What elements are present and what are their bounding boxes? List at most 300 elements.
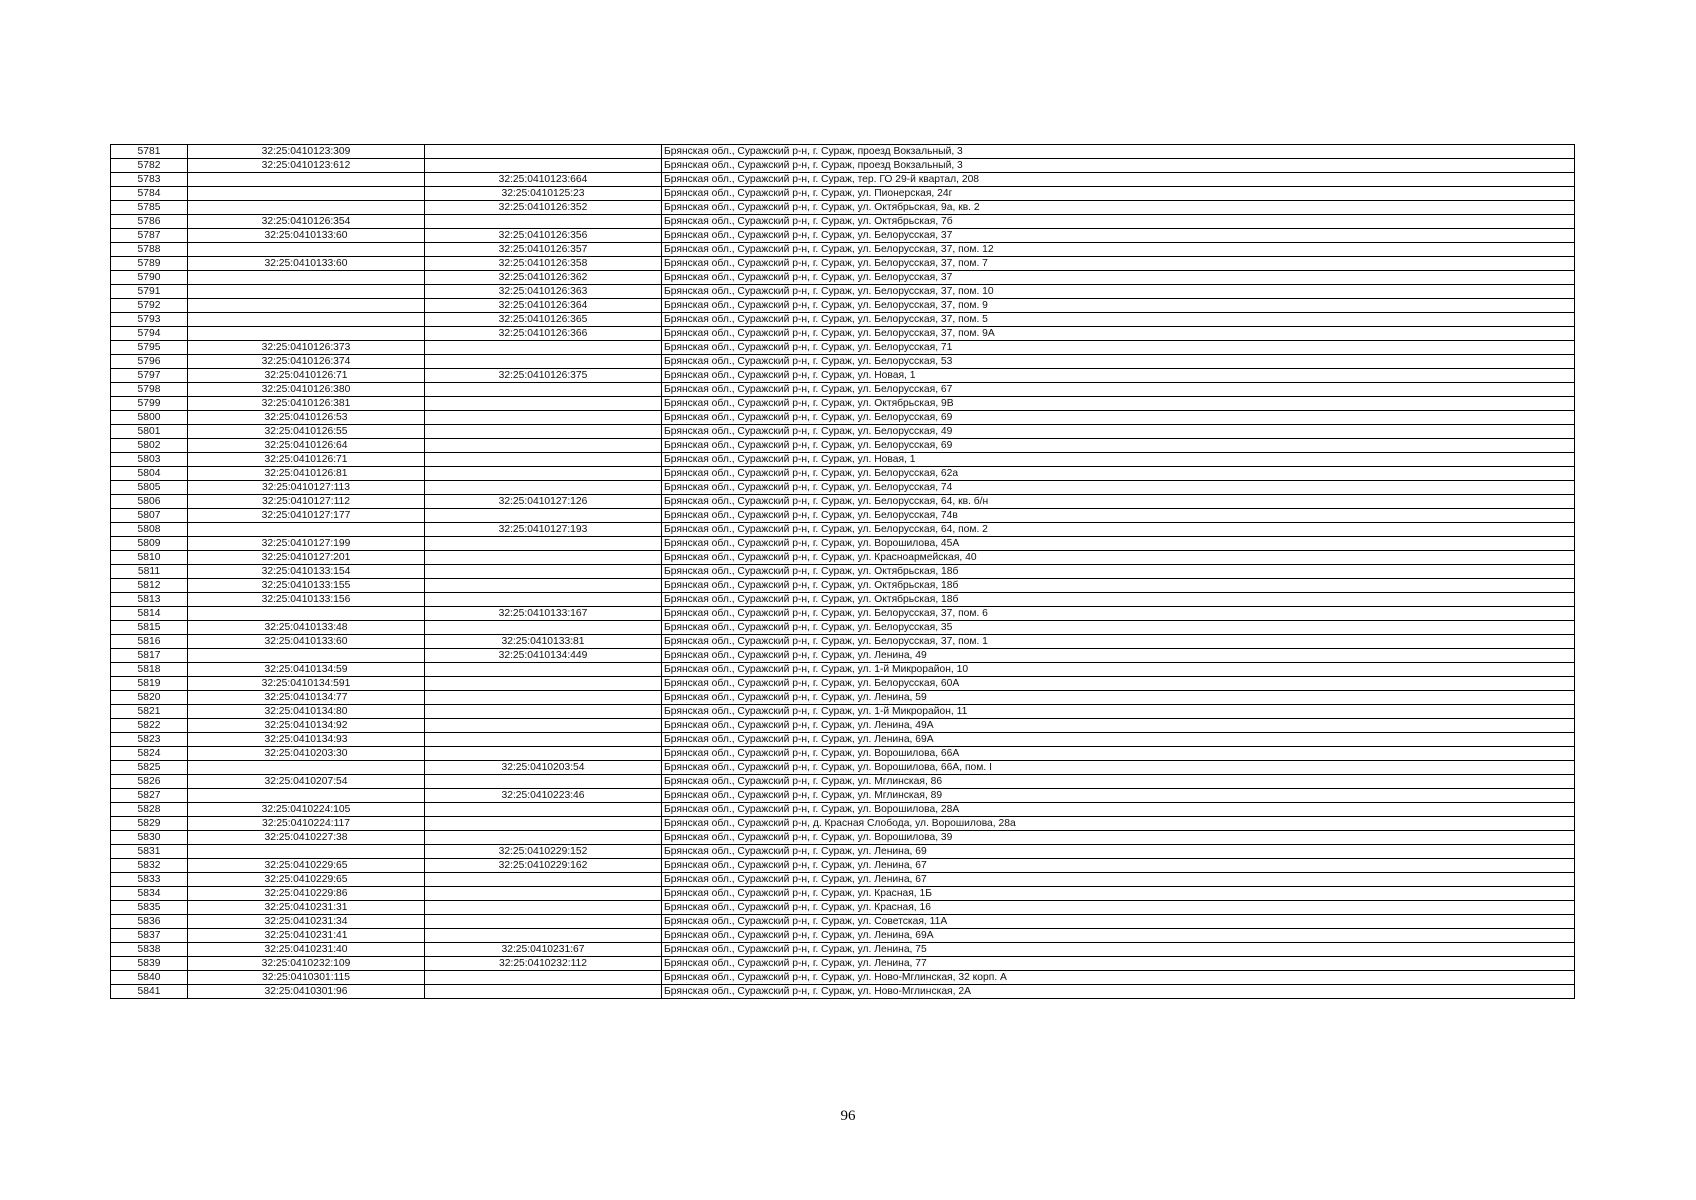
address-cell: Брянская обл., Суражский р-н, г. Сураж, ул. Белорусская, 35	[662, 621, 1575, 635]
address-cell: Брянская обл., Суражский р-н, г. Сураж, ул. Белорусская, 37, пом. 9	[662, 299, 1575, 313]
row-number-cell: 5834	[111, 887, 188, 901]
related-cadastral-number-cell	[425, 355, 662, 369]
related-cadastral-number-cell	[425, 397, 662, 411]
row-number-cell: 5787	[111, 229, 188, 243]
related-cadastral-number-cell: 32:25:0410203:54	[425, 761, 662, 775]
address-cell: Брянская обл., Суражский р-н, г. Сураж, ул. Октябрьская, 18б	[662, 579, 1575, 593]
row-number-cell: 5832	[111, 859, 188, 873]
row-number-cell: 5818	[111, 663, 188, 677]
cadastral-number-cell: 32:25:0410301:96	[188, 985, 425, 999]
related-cadastral-number-cell	[425, 775, 662, 789]
table-row	[111, 579, 1575, 593]
cadastral-number-cell: 32:25:0410133:60	[188, 257, 425, 271]
row-number-cell: 5806	[111, 495, 188, 509]
address-cell: Брянская обл., Суражский р-н, г. Сураж, ул. Октябрьская, 18б	[662, 565, 1575, 579]
cadastral-number-cell: 32:25:0410133:155	[188, 579, 425, 593]
address-cell: Брянская обл., Суражский р-н, г. Сураж, тер. ГО 29-й квартал, 208	[662, 173, 1575, 187]
address-cell: Брянская обл., Суражский р-н, г. Сураж, ул. Белорусская, 37	[662, 271, 1575, 285]
table-row	[111, 621, 1575, 635]
address-cell: Брянская обл., Суражский р-н, г. Сураж, ул. Ленина, 69	[662, 845, 1575, 859]
row-number-cell: 5797	[111, 369, 188, 383]
related-cadastral-number-cell	[425, 537, 662, 551]
cadastral-number-cell: 32:25:0410134:93	[188, 733, 425, 747]
related-cadastral-number-cell	[425, 971, 662, 985]
table-row	[111, 257, 1575, 271]
table-row	[111, 887, 1575, 901]
related-cadastral-number-cell: 32:25:0410126:362	[425, 271, 662, 285]
related-cadastral-number-cell	[425, 509, 662, 523]
related-cadastral-number-cell	[425, 719, 662, 733]
address-cell: Брянская обл., Суражский р-н, г. Сураж, ул. Белорусская, 69	[662, 439, 1575, 453]
table-row	[111, 831, 1575, 845]
row-number-cell: 5813	[111, 593, 188, 607]
row-number-cell: 5791	[111, 285, 188, 299]
cadastral-number-cell	[188, 173, 425, 187]
related-cadastral-number-cell	[425, 803, 662, 817]
row-number-cell: 5799	[111, 397, 188, 411]
table-row	[111, 411, 1575, 425]
address-cell: Брянская обл., Суражский р-н, г. Сураж, ул. Мглинская, 89	[662, 789, 1575, 803]
related-cadastral-number-cell	[425, 565, 662, 579]
table-row	[111, 873, 1575, 887]
address-cell: Брянская обл., Суражский р-н, г. Сураж, ул. Белорусская, 49	[662, 425, 1575, 439]
row-number-cell: 5841	[111, 985, 188, 999]
cadastral-number-cell: 32:25:0410127:112	[188, 495, 425, 509]
row-number-cell: 5825	[111, 761, 188, 775]
related-cadastral-number-cell	[425, 467, 662, 481]
related-cadastral-number-cell: 32:25:0410126:352	[425, 201, 662, 215]
cadastral-number-cell	[188, 327, 425, 341]
table-row	[111, 705, 1575, 719]
row-number-cell: 5824	[111, 747, 188, 761]
cadastral-number-cell	[188, 243, 425, 257]
cadastral-number-cell	[188, 649, 425, 663]
related-cadastral-number-cell: 32:25:0410223:46	[425, 789, 662, 803]
row-number-cell: 5814	[111, 607, 188, 621]
cadastral-number-cell	[188, 313, 425, 327]
address-cell: Брянская обл., Суражский р-н, г. Сураж, ул. Октябрьская, 7б	[662, 215, 1575, 229]
related-cadastral-number-cell	[425, 411, 662, 425]
cadastral-number-cell: 32:25:0410126:71	[188, 453, 425, 467]
cadastral-number-cell	[188, 523, 425, 537]
row-number-cell: 5795	[111, 341, 188, 355]
cadastral-number-cell: 32:25:0410203:30	[188, 747, 425, 761]
table-row	[111, 985, 1575, 999]
table-row	[111, 845, 1575, 859]
related-cadastral-number-cell: 32:25:0410126:357	[425, 243, 662, 257]
cadastral-number-cell	[188, 607, 425, 621]
table-row	[111, 201, 1575, 215]
cadastral-number-cell: 32:25:0410134:92	[188, 719, 425, 733]
related-cadastral-number-cell: 32:25:0410126:358	[425, 257, 662, 271]
address-cell: Брянская обл., Суражский р-н, г. Сураж, проезд Вокзальный, 3	[662, 159, 1575, 173]
related-cadastral-number-cell	[425, 579, 662, 593]
table-row	[111, 817, 1575, 831]
row-number-cell: 5837	[111, 929, 188, 943]
table-row	[111, 215, 1575, 229]
cadastral-number-cell: 32:25:0410127:199	[188, 537, 425, 551]
row-number-cell: 5823	[111, 733, 188, 747]
table-row	[111, 383, 1575, 397]
address-cell: Брянская обл., Суражский р-н, г. Сураж, ул. 1-й Микрорайон, 10	[662, 663, 1575, 677]
table-row	[111, 957, 1575, 971]
row-number-cell: 5820	[111, 691, 188, 705]
row-number-cell: 5784	[111, 187, 188, 201]
address-cell: Брянская обл., Суражский р-н, г. Сураж, ул. Белорусская, 74	[662, 481, 1575, 495]
related-cadastral-number-cell	[425, 705, 662, 719]
address-cell: Брянская обл., Суражский р-н, г. Сураж, ул. Белорусская, 74в	[662, 509, 1575, 523]
address-cell: Брянская обл., Суражский р-н, г. Сураж, ул. 1-й Микрорайон, 11	[662, 705, 1575, 719]
table-row	[111, 145, 1575, 159]
related-cadastral-number-cell: 32:25:0410134:449	[425, 649, 662, 663]
cadastral-number-cell	[188, 201, 425, 215]
table-row	[111, 341, 1575, 355]
related-cadastral-number-cell	[425, 677, 662, 691]
table-row	[111, 859, 1575, 873]
related-cadastral-number-cell	[425, 747, 662, 761]
table-row	[111, 187, 1575, 201]
table-row	[111, 691, 1575, 705]
address-cell: Брянская обл., Суражский р-н, г. Сураж, ул. Пионерская, 24г	[662, 187, 1575, 201]
table-row	[111, 467, 1575, 481]
address-cell: Брянская обл., Суражский р-н, г. Сураж, ул. Белорусская, 37, пом. 5	[662, 313, 1575, 327]
table-row	[111, 971, 1575, 985]
row-number-cell: 5831	[111, 845, 188, 859]
cadastral-number-cell: 32:25:0410224:105	[188, 803, 425, 817]
row-number-cell: 5812	[111, 579, 188, 593]
table-row	[111, 159, 1575, 173]
cadastral-number-cell: 32:25:0410133:154	[188, 565, 425, 579]
cadastral-number-cell: 32:25:0410126:354	[188, 215, 425, 229]
row-number-cell: 5828	[111, 803, 188, 817]
address-cell: Брянская обл., Суражский р-н, г. Сураж, ул. Красная, 16	[662, 901, 1575, 915]
table-row	[111, 509, 1575, 523]
related-cadastral-number-cell: 32:25:0410126:356	[425, 229, 662, 243]
related-cadastral-number-cell: 32:25:0410127:193	[425, 523, 662, 537]
address-cell: Брянская обл., Суражский р-н, г. Сураж, ул. Белорусская, 37, пом. 6	[662, 607, 1575, 621]
table-row	[111, 299, 1575, 313]
cadastral-number-cell: 32:25:0410134:80	[188, 705, 425, 719]
related-cadastral-number-cell	[425, 901, 662, 915]
related-cadastral-number-cell	[425, 831, 662, 845]
cadastral-number-cell: 32:25:0410231:40	[188, 943, 425, 957]
related-cadastral-number-cell: 32:25:0410231:67	[425, 943, 662, 957]
row-number-cell: 5819	[111, 677, 188, 691]
related-cadastral-number-cell	[425, 873, 662, 887]
address-cell: Брянская обл., Суражский р-н, г. Сураж, ул. Советская, 11А	[662, 915, 1575, 929]
table-row	[111, 775, 1575, 789]
cadastral-number-cell: 32:25:0410133:60	[188, 635, 425, 649]
address-cell: Брянская обл., Суражский р-н, г. Сураж, ул. Белорусская, 71	[662, 341, 1575, 355]
cadastral-number-cell: 32:25:0410301:115	[188, 971, 425, 985]
row-number-cell: 5829	[111, 817, 188, 831]
cadastral-number-cell: 32:25:0410127:201	[188, 551, 425, 565]
table-row	[111, 719, 1575, 733]
row-number-cell: 5781	[111, 145, 188, 159]
cadastral-number-cell: 32:25:0410231:34	[188, 915, 425, 929]
address-cell: Брянская обл., Суражский р-н, г. Сураж, ул. Белорусская, 37, пом. 9А	[662, 327, 1575, 341]
address-cell: Брянская обл., Суражский р-н, г. Сураж, ул. Новая, 1	[662, 369, 1575, 383]
table-row	[111, 789, 1575, 803]
address-cell: Брянская обл., Суражский р-н, г. Сураж, ул. Новая, 1	[662, 453, 1575, 467]
table-row	[111, 593, 1575, 607]
cadastral-number-cell: 32:25:0410134:77	[188, 691, 425, 705]
cadastral-number-cell: 32:25:0410231:31	[188, 901, 425, 915]
address-cell: Брянская обл., Суражский р-н, г. Сураж, ул. Ленина, 49А	[662, 719, 1575, 733]
cadastral-number-cell: 32:25:0410134:591	[188, 677, 425, 691]
table-row	[111, 747, 1575, 761]
related-cadastral-number-cell	[425, 159, 662, 173]
address-cell: Брянская обл., Суражский р-н, г. Сураж, ул. Красная, 1Б	[662, 887, 1575, 901]
row-number-cell: 5817	[111, 649, 188, 663]
row-number-cell: 5821	[111, 705, 188, 719]
table-row	[111, 677, 1575, 691]
cadastral-number-cell: 32:25:0410126:380	[188, 383, 425, 397]
cadastral-number-cell: 32:25:0410123:309	[188, 145, 425, 159]
table-body	[111, 145, 1575, 999]
table-row	[111, 551, 1575, 565]
address-cell: Брянская обл., Суражский р-н, г. Сураж, ул. Ленина, 69А	[662, 929, 1575, 943]
related-cadastral-number-cell: 32:25:0410126:365	[425, 313, 662, 327]
address-cell: Брянская обл., Суражский р-н, г. Сураж, ул. Белорусская, 37, пом. 10	[662, 285, 1575, 299]
table-row	[111, 369, 1575, 383]
address-cell: Брянская обл., Суражский р-н, г. Сураж, ул. Ленина, 49	[662, 649, 1575, 663]
related-cadastral-number-cell	[425, 915, 662, 929]
row-number-cell: 5798	[111, 383, 188, 397]
address-cell: Брянская обл., Суражский р-н, г. Сураж, ул. Ленина, 59	[662, 691, 1575, 705]
cadastral-number-cell: 32:25:0410229:86	[188, 887, 425, 901]
related-cadastral-number-cell	[425, 733, 662, 747]
address-cell: Брянская обл., Суражский р-н, г. Сураж, ул. Белорусская, 37, пом. 7	[662, 257, 1575, 271]
related-cadastral-number-cell: 32:25:0410126:364	[425, 299, 662, 313]
address-cell: Брянская обл., Суражский р-н, г. Сураж, ул. Белорусская, 37	[662, 229, 1575, 243]
address-cell: Брянская обл., Суражский р-н, г. Сураж, ул. Белорусская, 37, пом. 1	[662, 635, 1575, 649]
related-cadastral-number-cell: 32:25:0410126:363	[425, 285, 662, 299]
row-number-cell: 5782	[111, 159, 188, 173]
related-cadastral-number-cell	[425, 481, 662, 495]
table-row	[111, 271, 1575, 285]
cadastral-number-cell	[188, 271, 425, 285]
row-number-cell: 5807	[111, 509, 188, 523]
cadastral-number-cell: 32:25:0410133:48	[188, 621, 425, 635]
row-number-cell: 5783	[111, 173, 188, 187]
table-row	[111, 397, 1575, 411]
row-number-cell: 5830	[111, 831, 188, 845]
related-cadastral-number-cell	[425, 425, 662, 439]
address-cell: Брянская обл., Суражский р-н, г. Сураж, ул. Белорусская, 62а	[662, 467, 1575, 481]
address-cell: Брянская обл., Суражский р-н, г. Сураж, ул. Белорусская, 64, пом. 2	[662, 523, 1575, 537]
cadastral-number-cell: 32:25:0410231:41	[188, 929, 425, 943]
row-number-cell: 5802	[111, 439, 188, 453]
row-number-cell: 5785	[111, 201, 188, 215]
address-cell: Брянская обл., Суражский р-н, г. Сураж, ул. Ворошилова, 45А	[662, 537, 1575, 551]
row-number-cell: 5827	[111, 789, 188, 803]
table-row	[111, 229, 1575, 243]
address-cell: Брянская обл., Суражский р-н, г. Сураж, ул. Октябрьская, 9а, кв. 2	[662, 201, 1575, 215]
related-cadastral-number-cell	[425, 145, 662, 159]
cadastral-number-cell: 32:25:0410126:64	[188, 439, 425, 453]
cadastral-number-cell: 32:25:0410127:177	[188, 509, 425, 523]
table-row	[111, 803, 1575, 817]
cadastral-number-cell: 32:25:0410207:54	[188, 775, 425, 789]
table-row	[111, 607, 1575, 621]
cadastral-number-cell: 32:25:0410126:53	[188, 411, 425, 425]
cadastral-number-cell: 32:25:0410126:381	[188, 397, 425, 411]
row-number-cell: 5816	[111, 635, 188, 649]
cadastral-number-cell: 32:25:0410227:38	[188, 831, 425, 845]
row-number-cell: 5838	[111, 943, 188, 957]
related-cadastral-number-cell	[425, 621, 662, 635]
related-cadastral-number-cell: 32:25:0410232:112	[425, 957, 662, 971]
related-cadastral-number-cell	[425, 439, 662, 453]
table-row	[111, 943, 1575, 957]
cadastral-number-cell: 32:25:0410123:612	[188, 159, 425, 173]
cadastral-number-cell: 32:25:0410126:55	[188, 425, 425, 439]
related-cadastral-number-cell	[425, 887, 662, 901]
cadastral-number-cell: 32:25:0410126:374	[188, 355, 425, 369]
row-number-cell: 5815	[111, 621, 188, 635]
address-cell: Брянская обл., Суражский р-н, г. Сураж, ул. Ново-Мглинская, 32 корп. А	[662, 971, 1575, 985]
related-cadastral-number-cell: 32:25:0410126:366	[425, 327, 662, 341]
table-row	[111, 285, 1575, 299]
row-number-cell: 5805	[111, 481, 188, 495]
table-row	[111, 663, 1575, 677]
cadastral-table	[110, 144, 1575, 999]
cadastral-number-cell: 32:25:0410134:59	[188, 663, 425, 677]
address-cell: Брянская обл., Суражский р-н, г. Сураж, ул. Мглинская, 86	[662, 775, 1575, 789]
related-cadastral-number-cell: 32:25:0410123:664	[425, 173, 662, 187]
table-row	[111, 495, 1575, 509]
cadastral-number-cell: 32:25:0410133:60	[188, 229, 425, 243]
related-cadastral-number-cell	[425, 663, 662, 677]
row-number-cell: 5803	[111, 453, 188, 467]
related-cadastral-number-cell	[425, 929, 662, 943]
address-cell: Брянская обл., Суражский р-н, д. Красная Слобода, ул. Ворошилова, 28а	[662, 817, 1575, 831]
address-cell: Брянская обл., Суражский р-н, г. Сураж, ул. Белорусская, 60А	[662, 677, 1575, 691]
table-row	[111, 901, 1575, 915]
row-number-cell: 5793	[111, 313, 188, 327]
table-row	[111, 537, 1575, 551]
table-row	[111, 243, 1575, 257]
related-cadastral-number-cell: 32:25:0410126:375	[425, 369, 662, 383]
table-row	[111, 649, 1575, 663]
row-number-cell: 5792	[111, 299, 188, 313]
cadastral-number-cell: 32:25:0410126:373	[188, 341, 425, 355]
address-cell: Брянская обл., Суражский р-н, г. Сураж, ул. Белорусская, 37, пом. 12	[662, 243, 1575, 257]
page-number: 96	[840, 1108, 856, 1124]
row-number-cell: 5808	[111, 523, 188, 537]
row-number-cell: 5833	[111, 873, 188, 887]
table-row	[111, 915, 1575, 929]
cadastral-number-cell	[188, 299, 425, 313]
address-cell: Брянская обл., Суражский р-н, г. Сураж, ул. Октябрьская, 9В	[662, 397, 1575, 411]
related-cadastral-number-cell: 32:25:0410133:81	[425, 635, 662, 649]
address-cell: Брянская обл., Суражский р-н, г. Сураж, ул. Октябрьская, 18б	[662, 593, 1575, 607]
related-cadastral-number-cell	[425, 551, 662, 565]
related-cadastral-number-cell: 32:25:0410125:23	[425, 187, 662, 201]
row-number-cell: 5826	[111, 775, 188, 789]
address-cell: Брянская обл., Суражский р-н, г. Сураж, ул. Белорусская, 69	[662, 411, 1575, 425]
cadastral-number-cell: 32:25:0410133:156	[188, 593, 425, 607]
table-row	[111, 453, 1575, 467]
row-number-cell: 5790	[111, 271, 188, 285]
related-cadastral-number-cell: 32:25:0410229:162	[425, 859, 662, 873]
related-cadastral-number-cell	[425, 215, 662, 229]
cadastral-number-cell	[188, 845, 425, 859]
address-cell: Брянская обл., Суражский р-н, г. Сураж, ул. Белорусская, 67	[662, 383, 1575, 397]
cadastral-number-cell: 32:25:0410229:65	[188, 859, 425, 873]
row-number-cell: 5836	[111, 915, 188, 929]
table-row	[111, 481, 1575, 495]
related-cadastral-number-cell: 32:25:0410127:126	[425, 495, 662, 509]
related-cadastral-number-cell	[425, 691, 662, 705]
row-number-cell: 5822	[111, 719, 188, 733]
address-cell: Брянская обл., Суражский р-н, г. Сураж, ул. Красноармейская, 40	[662, 551, 1575, 565]
table-row	[111, 173, 1575, 187]
address-cell: Брянская обл., Суражский р-н, г. Сураж, ул. Ленина, 67	[662, 859, 1575, 873]
table-row	[111, 635, 1575, 649]
related-cadastral-number-cell	[425, 341, 662, 355]
row-number-cell: 5786	[111, 215, 188, 229]
cadastral-number-cell	[188, 285, 425, 299]
address-cell: Брянская обл., Суражский р-н, г. Сураж, ул. Ворошилова, 66А	[662, 747, 1575, 761]
address-cell: Брянская обл., Суражский р-н, г. Сураж, ул. Ленина, 77	[662, 957, 1575, 971]
row-number-cell: 5801	[111, 425, 188, 439]
table-row	[111, 929, 1575, 943]
row-number-cell: 5835	[111, 901, 188, 915]
cadastral-number-cell: 32:25:0410126:81	[188, 467, 425, 481]
row-number-cell: 5796	[111, 355, 188, 369]
table-row	[111, 733, 1575, 747]
row-number-cell: 5800	[111, 411, 188, 425]
table-row	[111, 327, 1575, 341]
address-cell: Брянская обл., Суражский р-н, г. Сураж, проезд Вокзальный, 3	[662, 145, 1575, 159]
address-cell: Брянская обл., Суражский р-н, г. Сураж, ул. Ворошилова, 28А	[662, 803, 1575, 817]
row-number-cell: 5840	[111, 971, 188, 985]
row-number-cell: 5809	[111, 537, 188, 551]
cadastral-number-cell: 32:25:0410232:109	[188, 957, 425, 971]
cadastral-number-cell: 32:25:0410127:113	[188, 481, 425, 495]
cadastral-number-cell: 32:25:0410229:65	[188, 873, 425, 887]
related-cadastral-number-cell	[425, 817, 662, 831]
cadastral-number-cell: 32:25:0410224:117	[188, 817, 425, 831]
related-cadastral-number-cell	[425, 453, 662, 467]
address-cell: Брянская обл., Суражский р-н, г. Сураж, ул. Ново-Мглинская, 2А	[662, 985, 1575, 999]
cadastral-number-cell	[188, 187, 425, 201]
cadastral-number-cell	[188, 761, 425, 775]
row-number-cell: 5788	[111, 243, 188, 257]
table-row	[111, 761, 1575, 775]
table-row	[111, 425, 1575, 439]
cadastral-number-cell: 32:25:0410126:71	[188, 369, 425, 383]
row-number-cell: 5804	[111, 467, 188, 481]
related-cadastral-number-cell	[425, 383, 662, 397]
address-cell: Брянская обл., Суражский р-н, г. Сураж, ул. Ленина, 67	[662, 873, 1575, 887]
address-cell: Брянская обл., Суражский р-н, г. Сураж, ул. Белорусская, 53	[662, 355, 1575, 369]
row-number-cell: 5789	[111, 257, 188, 271]
address-cell: Брянская обл., Суражский р-н, г. Сураж, ул. Ленина, 75	[662, 943, 1575, 957]
table-row	[111, 355, 1575, 369]
related-cadastral-number-cell	[425, 985, 662, 999]
row-number-cell: 5794	[111, 327, 188, 341]
table-row	[111, 439, 1575, 453]
table-row	[111, 313, 1575, 327]
related-cadastral-number-cell	[425, 593, 662, 607]
row-number-cell: 5810	[111, 551, 188, 565]
address-cell: Брянская обл., Суражский р-н, г. Сураж, ул. Ворошилова, 66А, пом. I	[662, 761, 1575, 775]
address-cell: Брянская обл., Суражский р-н, г. Сураж, ул. Белорусская, 64, кв. б/н	[662, 495, 1575, 509]
address-cell: Брянская обл., Суражский р-н, г. Сураж, ул. Ворошилова, 39	[662, 831, 1575, 845]
